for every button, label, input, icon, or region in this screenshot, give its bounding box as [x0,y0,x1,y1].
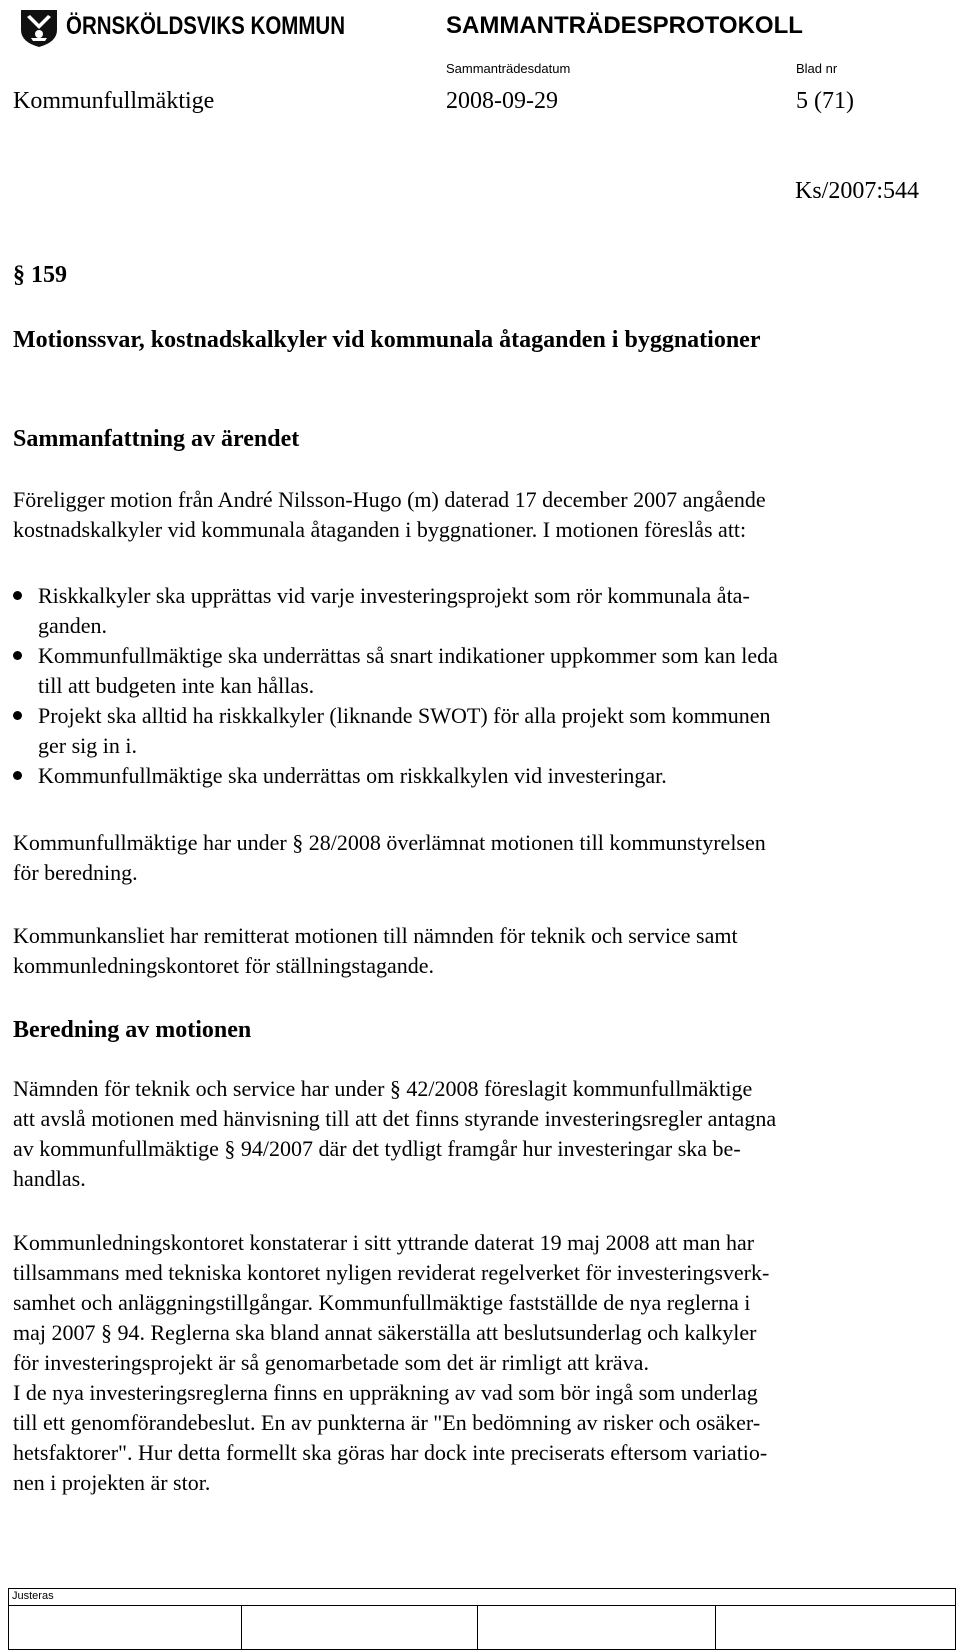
summary-heading: Sammanfattning av ärendet [13,426,300,452]
text-line: till att budgeten inte kan hållas. [38,673,315,698]
text-line: Nämnden för teknik och service har under § 42/2008 föreslagit kommunfullmäktige [13,1076,753,1101]
organization-name: ÖRNSKÖLDSVIKS KOMMUN [66,12,346,40]
preparation-paragraph-1 [13,1074,923,1194]
text-line: Kommunfullmäktige ska underrättas så snart indikationer uppkommer som kan leda [38,643,778,668]
signature-cell[interactable] [477,1606,716,1649]
signature-table-header [9,1589,955,1606]
text-line: handlas. [13,1166,86,1191]
list-item [13,701,923,761]
meeting-date-label: Sammanträdesdatum [446,61,571,76]
text-line: tillsammans med tekniska kontoret nyligen reviderat regelverket för investeringsverk- [13,1260,770,1285]
body-name: Kommunfullmäktige [13,88,215,114]
signature-cell[interactable] [241,1606,478,1649]
text-line: ganden. [38,613,108,638]
text-line: I de nya investeringsreglerna finns en uppräkning av vad som bör ingå som underlag [13,1380,758,1405]
signature-table [8,1588,956,1650]
remittance-paragraph [13,921,923,981]
summary-intro [13,485,923,545]
list-item [13,761,923,791]
text-line: för beredning. [13,860,138,885]
document-type: SAMMANTRÄDESPROTOKOLL [446,12,803,39]
text-line: Projekt ska alltid ha riskkalkyler (liknande SWOT) för alla projekt som kommunen [38,703,771,728]
text-line: hetsfaktorer". Hur detta formellt ska göras har dock inte preciserats eftersom variatio- [13,1440,768,1465]
bullet-icon [13,591,22,600]
page-number-label: Blad nr [796,61,838,76]
text-line: kostnadskalkyler vid kommunala åtaganden i byggnationer. I motionen föreslås att: [13,517,747,542]
text-line: av kommunfullmäktige § 94/2007 där det tydligt framgår hur investeringar ska be- [13,1136,741,1161]
text-line: kommunledningskontoret för ställningstagande. [13,953,434,978]
referral-paragraph [13,828,923,888]
text-line: samhet och anläggningstillgångar. Kommunfullmäktige fastställde de nya reglerna i [13,1290,751,1315]
page-title: Motionssvar, kostnadskalkyler vid kommunala åtaganden i byggnationer [13,327,761,353]
text-line: ger sig in i. [38,733,137,758]
text-line: Kommunfullmäktige har under § 28/2008 överlämnat motionen till kommunstyrelsen [13,830,766,855]
text-line: Kommunkansliet har remitterat motionen till nämnden för teknik och service samt [13,923,738,948]
list-item [13,641,923,701]
bullet-icon [13,771,22,780]
meeting-date: 2008-09-29 [446,88,558,114]
text-line: Kommunfullmäktige ska underrättas om riskkalkylen vid investeringar. [38,763,667,788]
text-line: Kommunledningskontoret konstaterar i sitt yttrande daterat 19 maj 2008 att man har [13,1230,755,1255]
signature-cell[interactable] [9,1606,242,1649]
proposal-list [13,581,923,791]
bullet-icon [13,651,22,660]
bullet-icon [13,711,22,720]
text-line: att avslå motionen med hänvisning till att det finns styrande investeringsregler antagna [13,1106,777,1131]
paragraph-number: § 159 [13,262,67,288]
case-number: Ks/2007:544 [795,178,920,204]
signature-cell[interactable] [715,1606,955,1649]
justeras-label: Justeras [12,1590,54,1602]
text-line: Föreligger motion från André Nilsson-Hugo (m) daterad 17 december 2007 angående [13,487,766,512]
text-line: nen i projekten är stor. [13,1470,211,1495]
text-line: till ett genomförandebeslut. En av punkterna är "En bedömning av risker och osäker- [13,1410,761,1435]
preparation-heading: Beredning av motionen [13,1017,252,1043]
page-number: 5 (71) [796,88,854,114]
text-line: för investeringsprojekt är så genomarbetade som det är rimligt att kräva. [13,1350,649,1375]
preparation-paragraph-2 [13,1228,923,1498]
text-line: maj 2007 § 94. Reglerna ska bland annat säkerställa att beslutsunderlag och kalkyler [13,1320,757,1345]
municipality-logo [18,8,60,48]
text-line: Riskkalkyler ska upprättas vid varje investeringsprojekt som rör kommunala åta- [38,583,750,608]
list-item [13,581,923,641]
